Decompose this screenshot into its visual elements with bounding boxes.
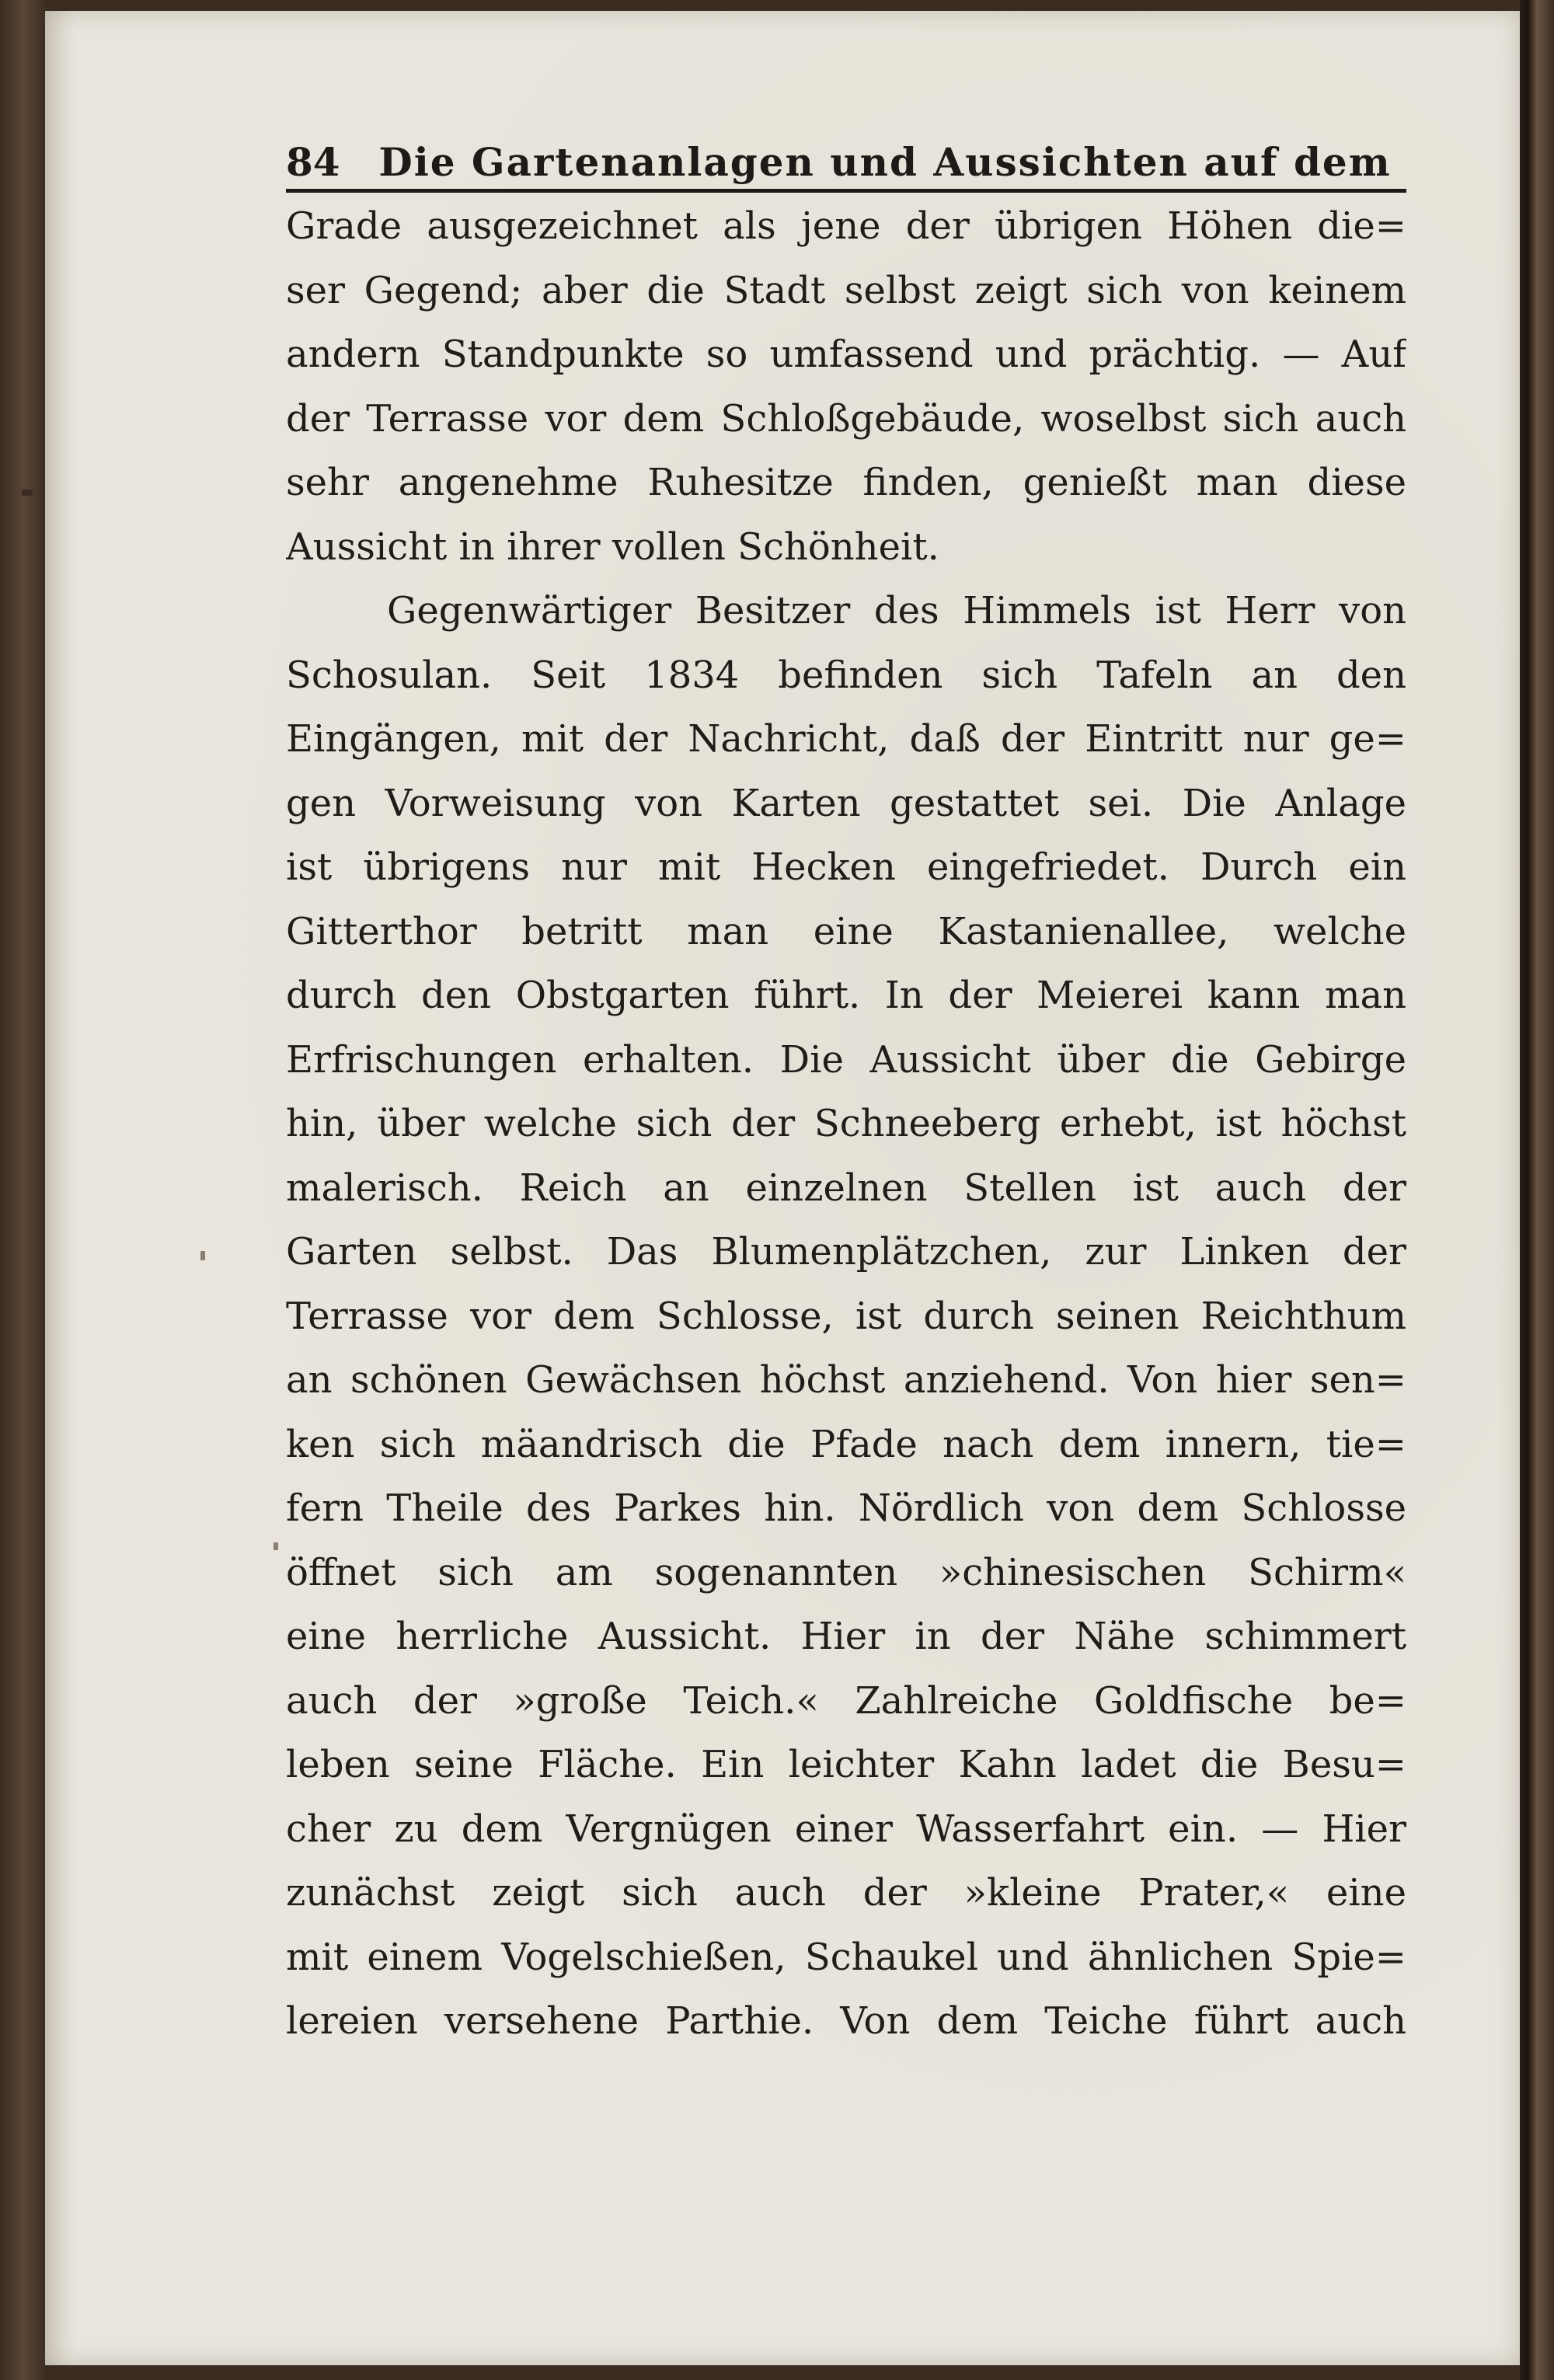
running-head <box>286 131 1406 185</box>
text-line: hin, über welche sich der Schneeberg erhebt, ist höchst <box>286 1102 1406 1145</box>
page-right-edge <box>1520 0 1554 2380</box>
text-line: Eingängen, mit der Nachricht, daß der Eintritt nur ge= <box>286 717 1406 761</box>
paper-speck <box>200 1251 205 1260</box>
text-line: mit einem Vogelschießen, Schaukel und ähnlichen Spie= <box>286 1935 1406 1979</box>
text-line: auch der »große Teich.« Zahlreiche Goldfische be= <box>286 1678 1406 1723</box>
text-line: an schönen Gewächsen höchst anziehend. Von hier sen= <box>286 1358 1406 1402</box>
page-body <box>286 194 1406 2054</box>
text-line: der Terrasse vor dem Schloßgebäude, woselbst sich auch <box>286 396 1406 441</box>
text-line: malerisch. Reich an einzelnen Stellen ist auch der <box>286 1166 1406 1210</box>
text-line: lereien versehene Parthie. Von dem Teiche führt auch <box>286 1999 1406 2043</box>
paper-speck <box>274 1542 278 1550</box>
text-line: eine herrliche Aussicht. Hier in der Nähe schimmert <box>286 1615 1406 1658</box>
paper-speck <box>22 490 33 496</box>
text-line: durch den Obstgarten führt. In der Meierei kann man <box>286 974 1406 1017</box>
text-line: ist übrigens nur mit Hecken eingefriedet. Durch ein <box>286 845 1406 889</box>
text-line: Gitterthor betritt man eine Kastanienallee, welche <box>286 909 1406 953</box>
text-line: leben seine Fläche. Ein leichter Kahn ladet die Besu= <box>286 1743 1406 1786</box>
text-line: Gegenwärtiger Besitzer des Himmels ist Herr von <box>387 589 1406 632</box>
text-line: Erfrischungen erhalten. Die Aussicht über die Gebirge <box>286 1037 1406 1082</box>
text-line: ser Gegend; aber die Stadt selbst zeigt sich von keinem <box>286 268 1406 312</box>
text-line: fern Theile des Parkes hin. Nördlich von dem Schlosse <box>286 1486 1406 1530</box>
text-line: Aussicht in ihrer vollen Schönheit. <box>286 524 939 569</box>
text-line: Grade ausgezeichnet als jene der übrigen Höhen die= <box>286 204 1406 248</box>
text-line: zunächst zeigt sich auch der »kleine Prater,« eine <box>286 1871 1406 1915</box>
text-line: Garten selbst. Das Blumenplätzchen, zur Linken der <box>286 1230 1406 1274</box>
page-number: 84 <box>286 139 340 185</box>
text-line: andern Standpunkte so umfassend und prächtig. — Auf <box>286 333 1406 376</box>
text-line: gen Vorweisung von Karten gestattet sei. Die Anlage <box>286 781 1406 825</box>
text-line: Schosulan. Seit 1834 befinden sich Tafeln an den <box>286 653 1406 697</box>
text-line: sehr angenehme Ruhesitze finden, genießt man diese <box>286 461 1406 504</box>
text-line: öffnet sich am sogenannten »chinesischen Schirm« <box>286 1550 1406 1594</box>
text-line: cher zu dem Vergnügen einer Wasserfahrt ein. — Hier <box>286 1807 1406 1851</box>
header-rule <box>286 189 1406 193</box>
running-title: Die Gartenanlagen und Aussichten auf dem <box>378 139 1392 185</box>
text-line: ken sich mäandrisch die Pfade nach dem innern, tie= <box>286 1422 1406 1466</box>
text-line: Terrasse vor dem Schlosse, ist durch seinen Reichthum <box>286 1294 1406 1338</box>
